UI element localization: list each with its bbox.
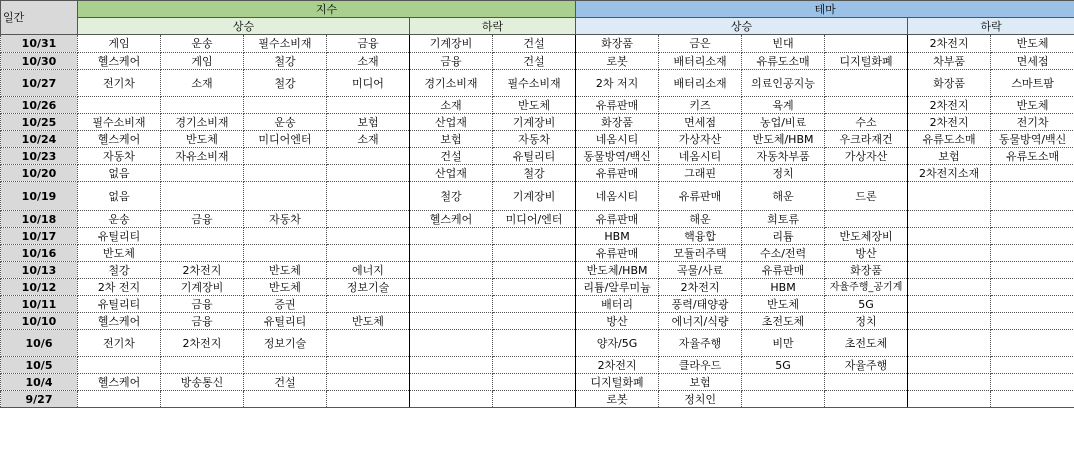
theme-down-cell[interactable] <box>991 296 1074 313</box>
index-up-cell[interactable] <box>327 97 410 114</box>
index-down-cell[interactable] <box>410 296 493 313</box>
index-up-cell[interactable] <box>244 165 327 182</box>
theme-down-cell[interactable]: 유류도소매 <box>908 131 991 148</box>
index-up-cell[interactable]: 자유소비재 <box>161 148 244 165</box>
index-down-cell[interactable]: 산업재 <box>410 114 493 131</box>
theme-up-cell[interactable]: 가상자산 <box>825 148 908 165</box>
theme-up-cell[interactable]: 화장품 <box>576 35 659 53</box>
index-up-cell[interactable] <box>327 165 410 182</box>
theme-up-cell[interactable]: 에너지/식량 <box>659 313 742 330</box>
index-up-cell[interactable] <box>327 391 410 408</box>
theme-up-cell[interactable]: 초전도체 <box>742 313 825 330</box>
theme-up-cell[interactable]: 키즈 <box>659 97 742 114</box>
theme-up-cell[interactable] <box>825 35 908 53</box>
index-up-cell[interactable]: 자동차 <box>244 211 327 228</box>
index-up-cell[interactable]: 게임 <box>161 53 244 70</box>
theme-down-cell[interactable] <box>991 357 1074 374</box>
index-up-cell[interactable] <box>327 296 410 313</box>
index-up-cell[interactable]: 반도체 <box>244 279 327 296</box>
index-up-cell[interactable]: 헬스케어 <box>78 53 161 70</box>
index-down-cell[interactable] <box>493 391 576 408</box>
theme-up-cell[interactable] <box>825 97 908 114</box>
table-row <box>1 211 1074 228</box>
theme-up-cell[interactable]: 방산 <box>825 245 908 262</box>
theme-down-cell[interactable] <box>991 262 1074 279</box>
index-up-cell[interactable]: 2차 전지 <box>78 279 161 296</box>
index-down-cell[interactable]: 헬스케어 <box>410 211 493 228</box>
theme-up-cell[interactable]: 양자/5G <box>576 330 659 357</box>
table-row <box>1 114 1074 131</box>
index-up-cell[interactable] <box>161 97 244 114</box>
table-row <box>1 131 1074 148</box>
theme-up-cell[interactable]: 해운 <box>742 182 825 211</box>
theme-down-cell[interactable] <box>991 313 1074 330</box>
table-row <box>1 330 1074 357</box>
theme-down-cell[interactable]: 반도체 <box>991 97 1074 114</box>
theme-up-cell[interactable]: 동물방역/백신 <box>576 148 659 165</box>
theme-up-cell[interactable]: 풍력/태양광 <box>659 296 742 313</box>
theme-down-cell[interactable] <box>991 374 1074 391</box>
theme-down-cell[interactable] <box>991 330 1074 357</box>
index-up-cell[interactable]: 소재 <box>327 131 410 148</box>
theme-down-cell[interactable]: 반도체 <box>991 35 1074 53</box>
theme-down-cell[interactable]: 동물방역/백신 <box>991 131 1074 148</box>
index-down-cell[interactable]: 기계장비 <box>410 35 493 53</box>
theme-down-cell[interactable] <box>908 262 991 279</box>
index-up-cell[interactable]: 증권 <box>244 296 327 313</box>
theme-down-cell[interactable] <box>991 279 1074 296</box>
theme-up-cell[interactable]: 정치 <box>825 313 908 330</box>
theme-up-cell[interactable]: 유류판매 <box>576 97 659 114</box>
index-up-cell[interactable]: 철강 <box>244 70 327 97</box>
theme-up-cell[interactable]: 2차전지 <box>576 357 659 374</box>
index-down-cell[interactable] <box>410 313 493 330</box>
date-cell[interactable]: 10/20 <box>1 165 78 182</box>
theme-up-cell[interactable]: 반도체/HBM <box>742 131 825 148</box>
index-up-cell[interactable] <box>78 391 161 408</box>
index-up-cell[interactable]: 건설 <box>244 374 327 391</box>
theme-up-cell[interactable]: 농업/비료 <box>742 114 825 131</box>
index-up-cell[interactable] <box>244 182 327 211</box>
theme-down-cell[interactable]: 화장품 <box>908 70 991 97</box>
index-down-cell[interactable] <box>410 391 493 408</box>
index-down-cell[interactable]: 철강 <box>410 182 493 211</box>
theme-up-cell[interactable]: 자율주행_공기계 <box>825 279 908 296</box>
index-down-cell[interactable] <box>493 357 576 374</box>
date-cell[interactable]: 10/24 <box>1 131 78 148</box>
index-up-cell[interactable] <box>327 245 410 262</box>
index-up-cell[interactable]: 헬스케어 <box>78 313 161 330</box>
index-up-cell[interactable] <box>244 391 327 408</box>
index-down-cell[interactable] <box>493 262 576 279</box>
theme-up-cell[interactable] <box>742 391 825 408</box>
date-cell[interactable]: 10/11 <box>1 296 78 313</box>
theme-up-cell[interactable]: 자율주행 <box>659 330 742 357</box>
index-down-cell[interactable] <box>410 330 493 357</box>
index-up-cell[interactable]: 소재 <box>327 53 410 70</box>
index-down-cell[interactable]: 기계장비 <box>493 182 576 211</box>
theme-up-cell[interactable]: 디지털화폐 <box>576 374 659 391</box>
theme-up-cell[interactable]: HBM <box>742 279 825 296</box>
table-body <box>1 35 1074 408</box>
theme-up-cell[interactable]: 희토류 <box>742 211 825 228</box>
theme-up-cell[interactable]: 비만 <box>742 330 825 357</box>
theme-down-cell[interactable] <box>908 357 991 374</box>
index-up-cell[interactable]: 금융 <box>161 313 244 330</box>
index-up-cell[interactable]: 에너지 <box>327 262 410 279</box>
index-down-cell[interactable]: 유틸리티 <box>493 148 576 165</box>
theme-up-cell[interactable] <box>742 374 825 391</box>
index-down-cell[interactable] <box>410 262 493 279</box>
index-down-cell[interactable] <box>410 245 493 262</box>
index-up-cell[interactable]: 정보기술 <box>244 330 327 357</box>
date-cell[interactable]: 10/31 <box>1 35 78 53</box>
index-up-cell[interactable]: 유틸리티 <box>78 296 161 313</box>
table-row <box>1 262 1074 279</box>
date-cell[interactable]: 10/4 <box>1 374 78 391</box>
theme-up-cell[interactable]: 보험 <box>659 374 742 391</box>
theme-up-cell[interactable]: 반도체 <box>742 296 825 313</box>
table-row <box>1 374 1074 391</box>
index-up-cell[interactable]: 기계장비 <box>161 279 244 296</box>
theme-up-cell[interactable]: 수소/전력 <box>742 245 825 262</box>
index-down-cell[interactable]: 보험 <box>410 131 493 148</box>
index-down-header: 하락 <box>410 18 576 35</box>
index-up-cell[interactable] <box>161 357 244 374</box>
theme-up-cell[interactable]: 네옴시티 <box>659 148 742 165</box>
index-up-cell[interactable] <box>327 228 410 245</box>
index-up-cell[interactable]: 소재 <box>161 70 244 97</box>
theme-up-cell[interactable]: 가상자산 <box>659 131 742 148</box>
theme-up-cell[interactable]: 모듈러주택 <box>659 245 742 262</box>
table-row <box>1 148 1074 165</box>
date-cell[interactable]: 10/23 <box>1 148 78 165</box>
theme-up-cell[interactable]: 화장품 <box>825 262 908 279</box>
index-up-cell[interactable]: 자동차 <box>78 148 161 165</box>
theme-down-cell[interactable] <box>908 228 991 245</box>
index-up-cell[interactable]: 철강 <box>78 262 161 279</box>
index-down-cell[interactable]: 건설 <box>493 35 576 53</box>
table-row <box>1 279 1074 296</box>
theme-up-cell[interactable]: 정치 <box>742 165 825 182</box>
index-down-cell[interactable]: 금융 <box>410 53 493 70</box>
theme-up-cell[interactable]: 그래핀 <box>659 165 742 182</box>
theme-up-cell[interactable]: 배터리소재 <box>659 70 742 97</box>
index-down-cell[interactable]: 필수소비재 <box>493 70 576 97</box>
index-up-cell[interactable]: 전기차 <box>78 330 161 357</box>
theme-up-cell[interactable]: 클라우드 <box>659 357 742 374</box>
table-row <box>1 391 1074 408</box>
index-up-cell[interactable]: 헬스케어 <box>78 131 161 148</box>
theme-down-header: 하락 <box>908 18 1074 35</box>
index-down-cell[interactable]: 기계장비 <box>493 114 576 131</box>
index-up-cell[interactable] <box>161 391 244 408</box>
index-down-cell[interactable] <box>493 296 576 313</box>
index-up-cell[interactable] <box>244 245 327 262</box>
date-cell[interactable]: 10/27 <box>1 70 78 97</box>
theme-up-cell[interactable]: 2차 저지 <box>576 70 659 97</box>
index-down-cell[interactable]: 미디어/엔터 <box>493 211 576 228</box>
index-up-cell[interactable]: 금융 <box>161 211 244 228</box>
theme-down-cell[interactable]: 2차전지 <box>908 35 991 53</box>
date-cell[interactable]: 10/6 <box>1 330 78 357</box>
index-down-cell[interactable] <box>410 374 493 391</box>
theme-up-cell[interactable]: 유류판매 <box>742 262 825 279</box>
theme-up-cell[interactable]: 유류판매 <box>576 165 659 182</box>
date-cell[interactable]: 10/25 <box>1 114 78 131</box>
index-down-cell[interactable]: 소재 <box>410 97 493 114</box>
date-cell[interactable]: 10/13 <box>1 262 78 279</box>
date-cell[interactable]: 10/26 <box>1 97 78 114</box>
theme-up-cell[interactable] <box>825 211 908 228</box>
theme-down-cell[interactable]: 보험 <box>908 148 991 165</box>
theme-down-cell[interactable] <box>908 296 991 313</box>
theme-down-cell[interactable] <box>991 211 1074 228</box>
theme-down-cell[interactable] <box>991 391 1074 408</box>
theme-up-cell[interactable]: 리튬/알루미늄 <box>576 279 659 296</box>
table-row <box>1 165 1074 182</box>
theme-group-header: 테마 <box>576 1 1074 18</box>
date-cell[interactable]: 10/5 <box>1 357 78 374</box>
index-down-cell[interactable]: 산업재 <box>410 165 493 182</box>
index-up-cell[interactable]: 경기소비재 <box>161 114 244 131</box>
index-up-cell[interactable]: 2차전지 <box>161 330 244 357</box>
date-cell[interactable]: 10/18 <box>1 211 78 228</box>
theme-down-cell[interactable] <box>908 182 991 211</box>
index-up-cell[interactable]: 헬스케어 <box>78 374 161 391</box>
index-up-cell[interactable]: 필수소비재 <box>244 35 327 53</box>
theme-up-cell[interactable]: 해운 <box>659 211 742 228</box>
index-down-cell[interactable] <box>493 245 576 262</box>
index-up-cell[interactable]: 미디어 <box>327 70 410 97</box>
index-up-cell[interactable] <box>327 330 410 357</box>
theme-down-cell[interactable] <box>991 165 1074 182</box>
theme-up-cell[interactable]: 네옴시티 <box>576 131 659 148</box>
table-row <box>1 182 1074 211</box>
index-up-cell[interactable]: 전기차 <box>78 70 161 97</box>
theme-down-cell[interactable]: 2차전지 <box>908 114 991 131</box>
theme-up-cell[interactable]: 화장품 <box>576 114 659 131</box>
index-up-cell[interactable]: 반도체 <box>327 313 410 330</box>
index-down-cell[interactable] <box>410 228 493 245</box>
index-up-cell[interactable] <box>244 97 327 114</box>
index-up-cell[interactable]: 정보기술 <box>327 279 410 296</box>
index-group-header: 지수 <box>78 1 576 18</box>
theme-up-cell[interactable] <box>825 374 908 391</box>
theme-up-cell[interactable]: 배터리 <box>576 296 659 313</box>
table-row <box>1 70 1074 97</box>
index-down-cell[interactable] <box>410 279 493 296</box>
theme-down-cell[interactable] <box>908 245 991 262</box>
index-down-cell[interactable] <box>493 228 576 245</box>
theme-down-cell[interactable] <box>908 391 991 408</box>
index-up-cell[interactable]: 유틸리티 <box>244 313 327 330</box>
theme-down-cell[interactable]: 면세점 <box>991 53 1074 70</box>
table-row <box>1 357 1074 374</box>
index-up-cell[interactable] <box>161 182 244 211</box>
index-up-cell[interactable]: 운송 <box>244 114 327 131</box>
index-down-cell[interactable]: 건설 <box>493 53 576 70</box>
theme-up-cell[interactable] <box>825 165 908 182</box>
index-down-cell[interactable] <box>493 279 576 296</box>
theme-up-cell[interactable]: 핵융합 <box>659 228 742 245</box>
index-up-cell[interactable] <box>327 211 410 228</box>
theme-up-cell[interactable]: 정치인 <box>659 391 742 408</box>
theme-down-cell[interactable] <box>991 228 1074 245</box>
theme-up-cell[interactable]: 디지털화폐 <box>825 53 908 70</box>
theme-down-cell[interactable] <box>991 245 1074 262</box>
theme-down-cell[interactable] <box>908 374 991 391</box>
table-row <box>1 228 1074 245</box>
theme-up-cell[interactable]: 자율주행 <box>825 357 908 374</box>
index-up-cell[interactable]: 운송 <box>78 211 161 228</box>
date-cell[interactable]: 10/17 <box>1 228 78 245</box>
theme-up-cell[interactable]: 반도체/HBM <box>576 262 659 279</box>
theme-up-header: 상승 <box>576 18 908 35</box>
theme-up-cell[interactable]: 로봇 <box>576 53 659 70</box>
index-down-cell[interactable] <box>493 330 576 357</box>
index-up-cell[interactable] <box>244 228 327 245</box>
theme-down-cell[interactable]: 스마트팜 <box>991 70 1074 97</box>
date-cell[interactable]: 9/27 <box>1 391 78 408</box>
index-up-cell[interactable]: 금융 <box>327 35 410 53</box>
theme-up-cell[interactable]: 반도체장비 <box>825 228 908 245</box>
index-up-cell[interactable]: 없음 <box>78 182 161 211</box>
index-up-cell[interactable] <box>244 148 327 165</box>
index-down-cell[interactable]: 경기소비재 <box>410 70 493 97</box>
theme-up-cell[interactable]: 방산 <box>576 313 659 330</box>
theme-up-cell[interactable]: 리튬 <box>742 228 825 245</box>
theme-up-cell[interactable]: 면세점 <box>659 114 742 131</box>
index-down-cell[interactable] <box>410 357 493 374</box>
theme-up-cell[interactable]: 우크라재건 <box>825 131 908 148</box>
index-down-cell[interactable]: 건설 <box>410 148 493 165</box>
theme-down-cell[interactable]: 차부품 <box>908 53 991 70</box>
theme-up-cell[interactable]: 로봇 <box>576 391 659 408</box>
theme-down-cell[interactable] <box>908 279 991 296</box>
index-down-cell[interactable] <box>493 313 576 330</box>
theme-up-cell[interactable]: 5G <box>825 296 908 313</box>
table-row <box>1 35 1074 53</box>
theme-down-cell[interactable]: 2차전지 <box>908 97 991 114</box>
theme-up-cell[interactable]: 5G <box>742 357 825 374</box>
date-cell[interactable]: 10/16 <box>1 245 78 262</box>
index-up-cell[interactable] <box>244 357 327 374</box>
index-up-cell[interactable]: 미디어엔터 <box>244 131 327 148</box>
theme-up-cell[interactable]: 의료인공지능 <box>742 70 825 97</box>
theme-up-cell[interactable]: 유류판매 <box>659 182 742 211</box>
index-up-cell[interactable] <box>327 182 410 211</box>
theme-down-cell[interactable] <box>908 330 991 357</box>
index-up-cell[interactable] <box>327 148 410 165</box>
index-down-cell[interactable]: 자동차 <box>493 131 576 148</box>
index-up-cell[interactable]: 유틸리티 <box>78 228 161 245</box>
table-row <box>1 97 1074 114</box>
theme-up-cell[interactable]: 2차전지 <box>659 279 742 296</box>
theme-up-cell[interactable] <box>825 70 908 97</box>
theme-up-cell[interactable]: 자동차부품 <box>742 148 825 165</box>
theme-down-cell[interactable] <box>991 182 1074 211</box>
index-up-cell[interactable]: 방송통신 <box>161 374 244 391</box>
index-up-cell[interactable] <box>161 228 244 245</box>
index-down-cell[interactable] <box>493 374 576 391</box>
index-up-cell[interactable]: 2차전지 <box>161 262 244 279</box>
date-cell[interactable]: 10/10 <box>1 313 78 330</box>
theme-down-cell[interactable] <box>908 211 991 228</box>
index-up-cell[interactable] <box>327 374 410 391</box>
index-up-cell[interactable] <box>161 165 244 182</box>
date-cell[interactable]: 10/30 <box>1 53 78 70</box>
theme-up-cell[interactable]: 유류판매 <box>576 211 659 228</box>
index-down-cell[interactable]: 철강 <box>493 165 576 182</box>
index-up-cell[interactable]: 반도체 <box>244 262 327 279</box>
index-up-cell[interactable]: 반도체 <box>78 245 161 262</box>
theme-up-cell[interactable]: 네옴시티 <box>576 182 659 211</box>
theme-up-cell[interactable]: 빈대 <box>742 35 825 53</box>
index-up-cell[interactable]: 반도체 <box>161 131 244 148</box>
table-row <box>1 245 1074 262</box>
theme-down-cell[interactable]: 전기차 <box>991 114 1074 131</box>
theme-up-cell[interactable]: 드론 <box>825 182 908 211</box>
theme-up-cell[interactable]: 유류도소매 <box>742 53 825 70</box>
table-row <box>1 296 1074 313</box>
table-row <box>1 53 1074 70</box>
theme-up-cell[interactable]: HBM <box>576 228 659 245</box>
theme-up-cell[interactable]: 수소 <box>825 114 908 131</box>
index-up-cell[interactable]: 보험 <box>327 114 410 131</box>
index-up-header: 상승 <box>78 18 410 35</box>
theme-down-cell[interactable] <box>908 313 991 330</box>
index-up-cell[interactable]: 필수소비재 <box>78 114 161 131</box>
theme-up-cell[interactable]: 금은 <box>659 35 742 53</box>
index-up-cell[interactable] <box>161 245 244 262</box>
index-up-cell[interactable]: 운송 <box>161 35 244 53</box>
theme-up-cell[interactable]: 곡물/사료 <box>659 262 742 279</box>
table-row <box>1 313 1074 330</box>
theme-up-cell[interactable]: 배터리소재 <box>659 53 742 70</box>
index-up-cell[interactable]: 없음 <box>78 165 161 182</box>
index-up-cell[interactable]: 철강 <box>244 53 327 70</box>
theme-up-cell[interactable] <box>825 391 908 408</box>
date-cell[interactable]: 10/12 <box>1 279 78 296</box>
theme-up-cell[interactable]: 초전도체 <box>825 330 908 357</box>
index-up-cell[interactable] <box>327 357 410 374</box>
date-cell[interactable]: 10/19 <box>1 182 78 211</box>
theme-down-cell[interactable]: 유류도소매 <box>991 148 1074 165</box>
index-up-cell[interactable]: 금융 <box>161 296 244 313</box>
corner-header: 일간 <box>1 1 78 35</box>
theme-up-cell[interactable]: 육계 <box>742 97 825 114</box>
index-up-cell[interactable] <box>78 97 161 114</box>
theme-up-cell[interactable]: 유류판매 <box>576 245 659 262</box>
index-down-cell[interactable]: 반도체 <box>493 97 576 114</box>
index-up-cell[interactable]: 게임 <box>78 35 161 53</box>
index-up-cell[interactable] <box>78 357 161 374</box>
theme-down-cell[interactable]: 2차전지소재 <box>908 165 991 182</box>
